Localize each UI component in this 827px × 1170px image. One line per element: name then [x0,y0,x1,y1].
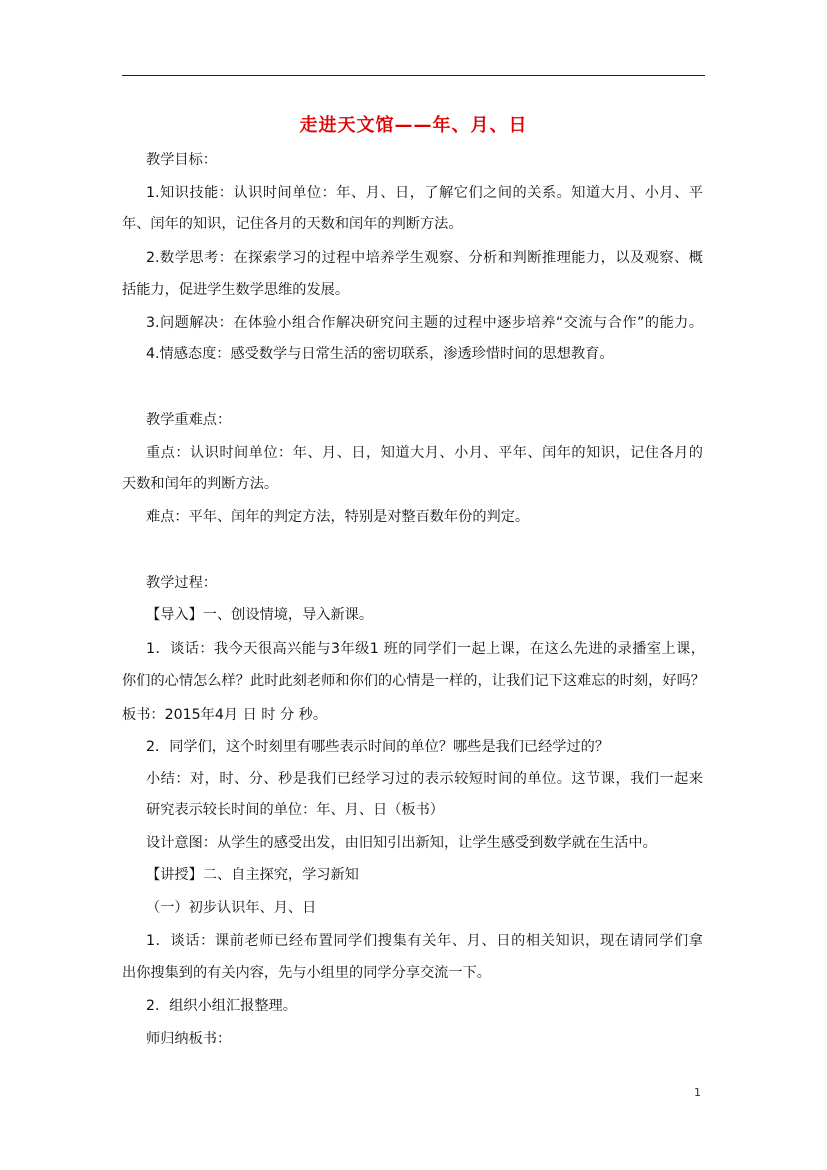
paragraph-line: 师归纳板书： [146,1031,232,1047]
paragraph-line: 1．谈话：我今天很高兴能与3年级1 班的同学们一起上课，在这么先进的录播室上课， [146,641,705,657]
paragraph-line: 【讲授】二、自主探究，学习新知 [146,867,359,883]
paragraph-line: 你们的心情怎么样？此时此刻老师和你们的心情是一样的，让我们记下这难忘的时刻，好吗？ [122,673,705,689]
paragraph-line: （一）初步认识年、月、日 [146,900,317,916]
paragraph-line: 设计意图：从学生的感受出发，由旧知引出新知，让学生感受到数学就在生活中。 [146,835,657,851]
section-heading-keypoints: 教学重难点： [146,412,232,428]
paragraph-line: 板书：2015年4月 日 时 分 秒。 [122,707,328,723]
paragraph-line: 4.情感态度：感受数学与日常生活的密切联系，渗透珍惜时间的思想教育。 [146,346,614,362]
paragraph-line: 重点：认识时间单位：年、月、日，知道大月、小月、平年、闰年的知识，记住各月的 [146,445,703,461]
section-heading-goals: 教学目标： [146,152,217,168]
paragraph-line: 2．同学们，这个时刻里有哪些表示时间的单位？哪些是我们已经学过的？ [146,739,610,755]
paragraph-line: 小结：对，时、分、秒是我们已经学习过的表示较短时间的单位。这节课，我们一起来 [146,771,703,787]
document-title: 走进天文馆——年、月、日 [299,115,528,136]
paragraph-line: 出你搜集到的有关内容，先与小组里的同学分享交流一下。 [122,965,491,981]
paragraph-line: 1．谈话：课前老师已经布置同学们搜集有关年、月、日的相关知识，现在请同学们拿 [146,933,703,949]
header-rule [122,75,705,76]
paragraph-line: 1.知识技能：认识时间单位：年、月、日，了解它们之间的关系。知道大月、小月、平 [146,185,703,201]
paragraph-line: 研究表示较长时间的单位：年、月、日（板书） [146,802,444,818]
paragraph-line: 【导入】一、创设情境，导入新课。 [146,607,374,623]
paragraph-line: 天数和闰年的判断方法。 [122,476,279,492]
paragraph-line: 2.数学思考：在探索学习的过程中培养学生观察、分析和判断推理能力，以及观察、概 [146,250,703,266]
section-heading-process: 教学过程： [146,575,217,591]
paragraph-line: 3.问题解决：在体验小组合作解决研究问主题的过程中逐步培养“交流与合作”的能力。 [146,315,703,331]
paragraph-line: 2．组织小组汇报整理。 [146,998,297,1014]
page-number: 1 [694,1086,701,1099]
paragraph-line: 括能力，促进学生数学思维的发展。 [122,282,350,298]
paragraph-line: 难点：平年、闰年的判定方法，特别是对整百数年份的判定。 [146,509,530,525]
paragraph-line: 年、闰年的知识，记住各月的天数和闰年的判断方法。 [122,216,463,232]
